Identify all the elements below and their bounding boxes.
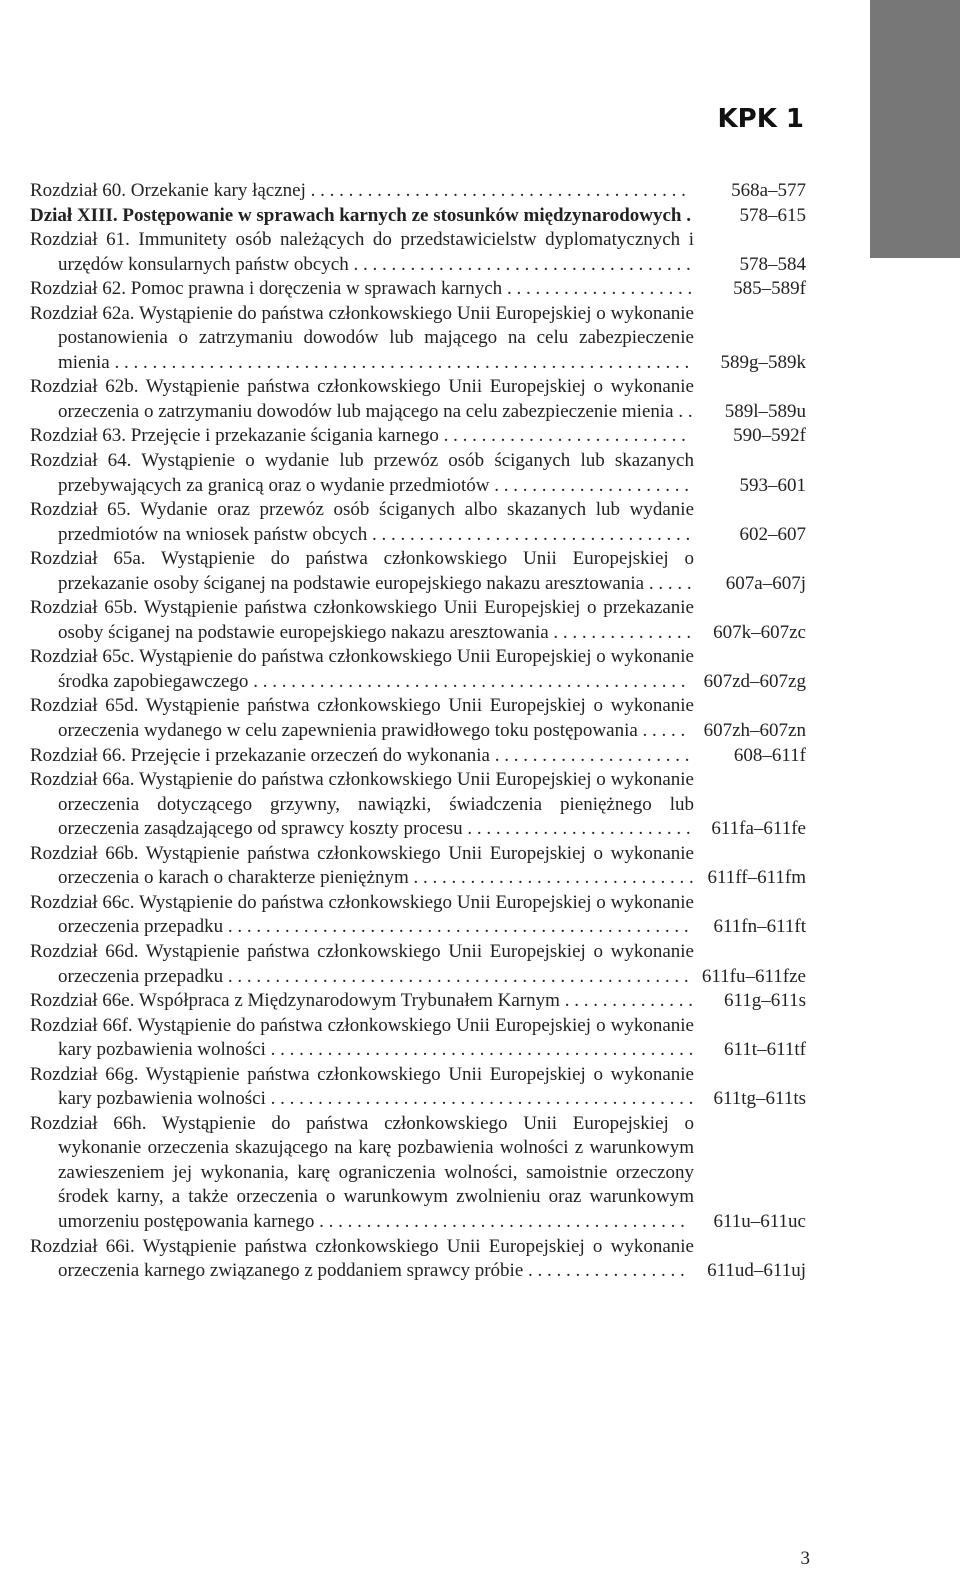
toc-entry bbox=[30, 449, 806, 498]
toc-entry bbox=[30, 645, 806, 694]
toc-entry-pages: 589g–589k bbox=[720, 351, 806, 373]
dot-leader: . . . . . . . . . . . . . . . . . . . . . bbox=[490, 744, 690, 766]
toc-entry bbox=[30, 1235, 806, 1284]
toc-entry bbox=[30, 768, 806, 842]
toc-entry-title bbox=[30, 891, 694, 940]
toc-entry-title-text: Rozdział 66b. Wystąpienie państwa członkowskiego Unii Europejskiej o wykonanie orzeczenia o karach o charakterze pieniężnym bbox=[30, 842, 694, 889]
dot-leader: . . . . . . . . . . . . . . . . . . . . . . . . bbox=[462, 818, 691, 840]
toc-entry bbox=[30, 204, 806, 229]
toc-entry-pages: 578–615 bbox=[739, 204, 806, 226]
toc-entry-title-text: Rozdział 60. Orzekanie kary łącznej bbox=[30, 180, 306, 201]
toc-entry-title bbox=[30, 204, 694, 229]
toc-entry-title-text: Rozdział 66a. Wystąpienie do państwa członkowskiego Unii Europejskiej o wykonanie orzeczenia dotyczącego grzywny, nawiązki, świadczenia pieniężnego lub orzeczenia zasądzającego od sprawcy koszty procesu bbox=[30, 769, 694, 840]
dot-leader: . . . . . . . . . . . . . . . . . . . . . . . . . . . . . . . . . . . . . . . . . . . . . bbox=[265, 1039, 694, 1061]
toc-entry-title-text: Rozdział 66i. Wystąpienie państwa członkowskiego Unii Europejskiej o wykonanie orzeczenia karnego związanego z poddaniem sprawcy próbie bbox=[30, 1235, 694, 1282]
toc-entry bbox=[30, 277, 806, 302]
chapter-tab bbox=[870, 0, 960, 258]
toc-entry-pages: 585–589f bbox=[733, 278, 806, 300]
toc-entry-title-text: Dział XIII. Postępowanie w sprawach karnych ze stosunków międzynarodowych bbox=[30, 204, 682, 226]
toc-entry-title-text: Rozdział 65a. Wystąpienie do państwa członkowskiego Unii Europejskiej o przekazanie osoby ściganej na podstawie europejskiego nakazu aresztowania bbox=[30, 548, 694, 594]
toc-entry bbox=[30, 891, 806, 940]
toc-entry-title bbox=[30, 1063, 694, 1112]
toc-entry-title bbox=[30, 228, 694, 277]
toc-entry-title-text: Rozdział 61. Immunitety osób należących do przedstawicielstw dyplomatycznych i urzędów konsularnych państw obcych bbox=[30, 229, 694, 275]
toc-entry-title-text: Rozdział 66. Przejęcie i przekazanie orzeczeń do wykonania bbox=[30, 744, 490, 766]
dot-leader: . . . . . . . . . . . . . . . . . . . . . . . . . . . . . . . . . . . . . . . . . . . . . . . . . bbox=[223, 916, 689, 938]
toc-entry-pages: 602–607 bbox=[739, 523, 806, 545]
toc-entry bbox=[30, 744, 806, 769]
toc-entry-pages: 568a–577 bbox=[731, 180, 806, 201]
toc-entry bbox=[30, 1014, 806, 1063]
toc-entry-title bbox=[30, 547, 694, 596]
toc-entry-title bbox=[30, 596, 694, 645]
toc-entry-title-text: Rozdział 66f. Wystąpienie do państwa członkowskiego Unii Europejskiej o wykonanie kary pozbawienia wolności bbox=[30, 1014, 694, 1061]
toc-entry bbox=[30, 375, 806, 424]
toc-entry-title-text: Rozdział 66h. Wystąpienie do państwa członkowskiego Unii Europejskiej o wykonanie orzeczenia skazującego na karę pozbawienia wolności z warunkowym zawieszeniem jej wykonania, karę ograniczenia wolności, samoistnie orzeczony środek karny, a także orzeczenia o warunkowym zwolnieniu oraz warunkowym umorzeniu postępowania karnego bbox=[30, 1112, 694, 1232]
toc-entry-pages: 607k–607zc bbox=[713, 621, 806, 643]
toc-entry-title bbox=[30, 1235, 694, 1284]
toc-entry-title bbox=[30, 768, 694, 842]
dot-leader: . . . . . . . . . . . . . . . . . . . . . . . . . . . . . . . . . . . . . . . . . . . . . . . . . bbox=[223, 965, 689, 987]
dot-leader: . . . . . bbox=[644, 572, 692, 594]
toc-entry-pages: 607a–607j bbox=[725, 572, 806, 594]
toc-entry bbox=[30, 596, 806, 645]
dot-leader: . . . . . . . . . . . . . . . . . bbox=[523, 1260, 685, 1282]
toc-entry-pages: 611t–611tf bbox=[724, 1039, 806, 1061]
toc-entry-pages: 578–584 bbox=[739, 253, 806, 275]
toc-entry bbox=[30, 547, 806, 596]
toc-entry-title bbox=[30, 694, 694, 743]
toc-entry-title-text: Rozdział 62. Pomoc prawna i doręczenia w sprawach karnych bbox=[30, 278, 503, 300]
dot-leader: . . . . . . . . . . . . . . . . . . . . . . . . . . . . . . . . . . . . . . . . . . . . . . . . . . . . . . . . . . . . . bbox=[109, 351, 690, 373]
dot-leader: . . . . . . . . . . . . . . . . . . . . . bbox=[489, 474, 690, 496]
toc-entry-pages: 607zd–607zg bbox=[703, 670, 806, 692]
toc-entry-title bbox=[30, 744, 694, 769]
toc-entry-title-text: Rozdział 63. Przejęcie i przekazanie ścigania karnego bbox=[30, 425, 439, 447]
toc-entry bbox=[30, 842, 806, 891]
dot-leader: . . . . . . . . . . . . . . . . . . . . . . . . . . bbox=[438, 425, 686, 447]
toc-entry-title-text: Rozdział 65d. Wystąpienie państwa członkowskiego Unii Europejskiej o wykonanie orzeczenia wydanego w celu zapewnienia prawidłowego toku postępowania bbox=[30, 695, 694, 742]
toc-entry-title-text: Rozdział 65. Wydanie oraz przewóz osób ściganych albo skazanych lub wydanie przedmiotów na wniosek państw obcych bbox=[30, 499, 694, 545]
dot-leader: . . . . . . . . . . . . . . . . . . . . bbox=[502, 278, 693, 300]
dot-leader: . . . . . . . . . . . . . . . . . . . . . . . . . . . . . . . . . . . . . . . . bbox=[305, 180, 686, 201]
toc-entry bbox=[30, 498, 806, 547]
toc-entry-title-text: Rozdział 62a. Wystąpienie do państwa członkowskiego Unii Europejskiej o wykonanie postanowienia o zatrzymaniu dowodów lub mającego na celu zabezpieczenie mienia bbox=[30, 302, 694, 373]
toc-entry bbox=[30, 424, 806, 449]
dot-leader: . . . . . . . . . . . . . . . . . . . . . . . . . . . . . . . . . . . . bbox=[348, 253, 691, 275]
toc-entry bbox=[30, 228, 806, 277]
table-of-contents bbox=[30, 179, 806, 1284]
dot-leader: . . . . . . . . . . . . . . . . . . . . . . . . . . . . . . . . . . . . . . . . . . . . . . bbox=[248, 670, 686, 692]
toc-entry-pages: 611fu–611fze bbox=[701, 965, 806, 987]
toc-entry-pages: 590–592f bbox=[733, 425, 806, 447]
toc-entry bbox=[30, 1063, 806, 1112]
toc-entry-title bbox=[30, 842, 694, 891]
page-number: 3 bbox=[800, 1548, 810, 1569]
dot-leader: . bbox=[681, 204, 691, 226]
toc-entry-title bbox=[30, 645, 694, 694]
toc-entry-pages: 607zh–607zn bbox=[703, 720, 806, 742]
dot-leader: . . . . . . . . . . . . . . . bbox=[548, 621, 692, 643]
toc-entry-title bbox=[30, 179, 694, 204]
toc-entry-title-text: Rozdział 62b. Wystąpienie państwa członkowskiego Unii Europejskiej o wykonanie orzeczenia o zatrzymaniu dowodów lub mającego na celu zabezpieczenie mienia bbox=[30, 376, 694, 422]
toc-entry-title bbox=[30, 302, 694, 376]
toc-entry-pages: 611ud–611uj bbox=[707, 1260, 806, 1282]
dot-leader: . . . . . . . . . . . . . . . . . . . . . . . . . . . . . . bbox=[408, 867, 694, 889]
toc-entry-title bbox=[30, 498, 694, 547]
toc-entry-pages: 589l–589u bbox=[724, 400, 806, 422]
dot-leader: . . . . . . . . . . . . . . bbox=[559, 990, 693, 1012]
toc-entry bbox=[30, 1112, 806, 1235]
toc-entry-pages: 611fa–611fe bbox=[711, 818, 806, 840]
toc-entry bbox=[30, 179, 806, 204]
toc-entry bbox=[30, 694, 806, 743]
toc-entry-title-text: Rozdział 66c. Wystąpienie do państwa członkowskiego Unii Europejskiej o wykonanie orzeczenia przepadku bbox=[30, 891, 694, 938]
toc-entry-pages: 611tg–611ts bbox=[713, 1088, 806, 1110]
toc-entry-title-text: Rozdział 65b. Wystąpienie państwa członkowskiego Unii Europejskiej o przekazanie osoby ściganej na podstawie europejskiego nakazu aresztowania bbox=[30, 597, 694, 643]
toc-entry-title bbox=[30, 940, 694, 989]
dot-leader: . . . . . bbox=[637, 720, 686, 742]
dot-leader: . . bbox=[673, 400, 693, 422]
toc-entry-title bbox=[30, 1014, 694, 1063]
toc-entry bbox=[30, 989, 806, 1014]
toc-entry-title bbox=[30, 989, 694, 1014]
toc-entry-title bbox=[30, 375, 694, 424]
toc-entry-pages: 593–601 bbox=[739, 474, 806, 496]
dot-leader: . . . . . . . . . . . . . . . . . . . . . . . . . . . . . . . . . . . . . . . . . . . . . bbox=[265, 1088, 694, 1110]
toc-entry-title bbox=[30, 1112, 694, 1235]
toc-entry-pages: 608–611f bbox=[733, 744, 806, 766]
page-header: KPK 1 bbox=[717, 104, 804, 134]
toc-entry-pages: 611u–611uc bbox=[713, 1210, 806, 1232]
toc-entry-title-text: Rozdział 66g. Wystąpienie państwa członkowskiego Unii Europejskiej o wykonanie kary pozbawienia wolności bbox=[30, 1063, 694, 1110]
toc-entry-title-text: Rozdział 64. Wystąpienie o wydanie lub przewóz osób ściganych lub skazanych przebywających za granicą oraz o wydanie przedmiotów bbox=[30, 450, 694, 496]
dot-leader: . . . . . . . . . . . . . . . . . . . . . . . . . . . . . . . . . . . . . . . bbox=[314, 1210, 685, 1232]
toc-entry-title bbox=[30, 449, 694, 498]
dot-leader: . . . . . . . . . . . . . . . . . . . . . . . . . . . . . . . . . . bbox=[367, 523, 691, 545]
toc-entry-title bbox=[30, 277, 694, 302]
toc-entry-title-text: Rozdział 66d. Wystąpienie państwa członkowskiego Unii Europejskiej o wykonanie orzeczenia przepadku bbox=[30, 940, 694, 987]
toc-entry-pages: 611fn–611ft bbox=[713, 916, 806, 938]
toc-entry-pages: 611g–611s bbox=[724, 990, 806, 1012]
toc-entry bbox=[30, 940, 806, 989]
toc-entry-pages: 611ff–611fm bbox=[707, 867, 806, 889]
toc-entry bbox=[30, 302, 806, 376]
toc-entry-title-text: Rozdział 66e. Współpraca z Międzynarodowym Trybunałem Karnym bbox=[30, 990, 560, 1012]
toc-entry-title bbox=[30, 424, 694, 449]
toc-entry-title-text: Rozdział 65c. Wystąpienie do państwa członkowskiego Unii Europejskiej o wykonanie środka zapobiegawczego bbox=[30, 646, 694, 692]
